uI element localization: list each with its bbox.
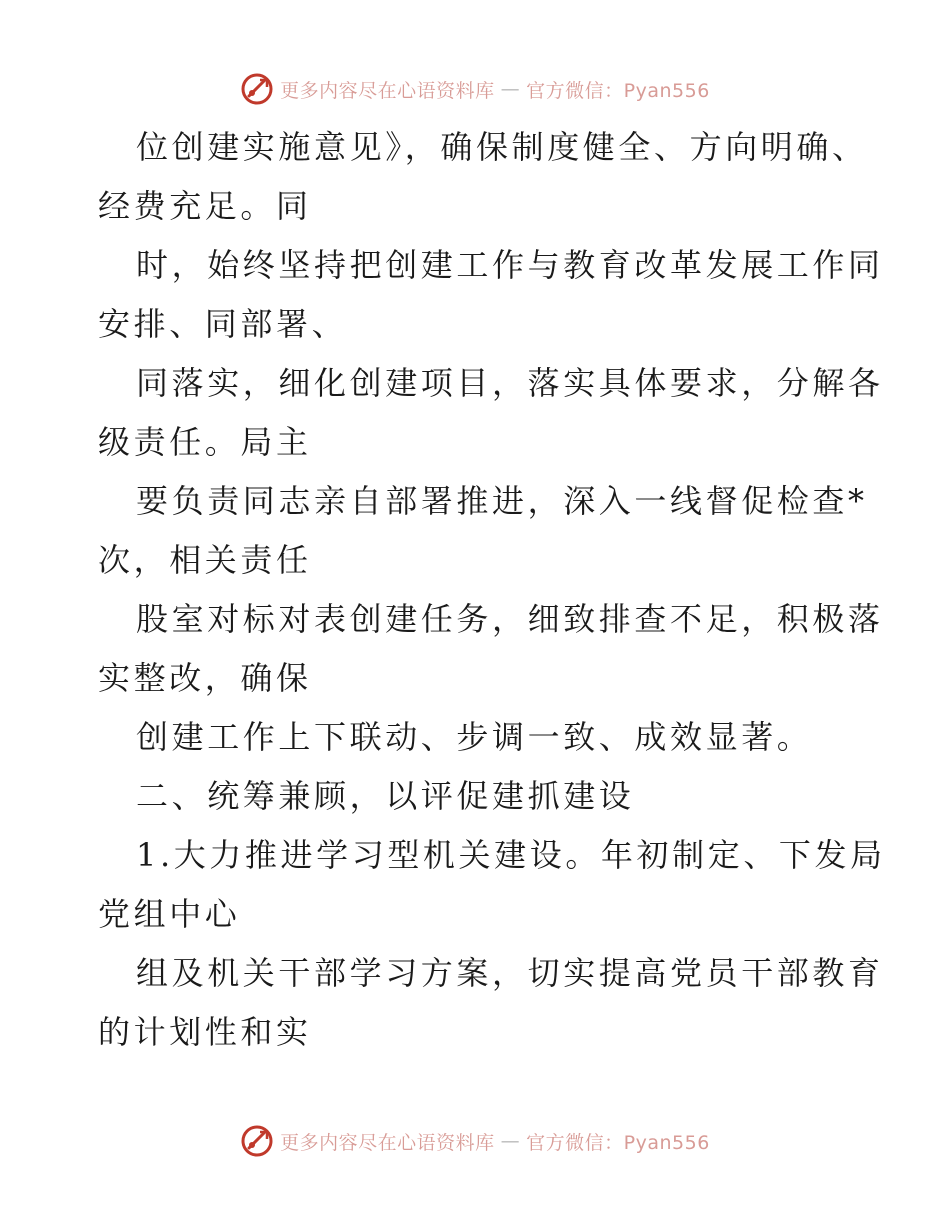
text-line: 股室对标对表创建任务，细致排查不足，积极落 xyxy=(136,600,884,638)
watermark-separator: — xyxy=(500,1130,521,1152)
watermark-footer xyxy=(0,1124,950,1158)
text-line: 经费充足。同 xyxy=(98,187,312,225)
watermark-separator: — xyxy=(500,78,521,100)
text-line: 的计划性和实 xyxy=(98,1013,312,1051)
text-line: 级责任。局主 xyxy=(98,423,312,461)
text-line: 时，始终坚持把创建工作与教育改革发展工作同 xyxy=(136,246,884,284)
text-line: 要负责同志亲自部署推进，深入一线督促检查* xyxy=(136,482,868,520)
text-line: 创建工作上下联动、步调一致、成效显著。 xyxy=(136,718,813,756)
watermark-handle: 官方微信：Pyan556 xyxy=(526,1131,710,1154)
text-line: 次，相关责任 xyxy=(98,541,312,579)
document-body xyxy=(98,118,886,1062)
text-line: 实整改，确保 xyxy=(98,659,312,697)
watermark-handle: 官方微信：Pyan556 xyxy=(526,79,710,102)
watermark-text: 更多内容尽在心语资料库 xyxy=(280,79,495,102)
text-line: 党组中心 xyxy=(98,895,241,933)
text-line: 同落实，细化创建项目，落实具体要求，分解各 xyxy=(136,364,884,402)
watermark-header xyxy=(0,72,950,106)
section-heading: 二、统筹兼顾，以评促建抓建设 xyxy=(136,777,635,815)
text-line: 安排、同部署、 xyxy=(98,305,348,343)
logo-icon xyxy=(240,72,274,106)
logo-icon xyxy=(240,1124,274,1158)
watermark-text: 更多内容尽在心语资料库 xyxy=(280,1131,495,1154)
text-line: 1.大力推进学习型机关建设。年初制定、下发局 xyxy=(136,836,886,874)
text-line: 位创建实施意见》，确保制度健全、方向明确、 xyxy=(136,128,868,166)
text-line: 组及机关干部学习方案，切实提高党员干部教育 xyxy=(136,954,884,992)
